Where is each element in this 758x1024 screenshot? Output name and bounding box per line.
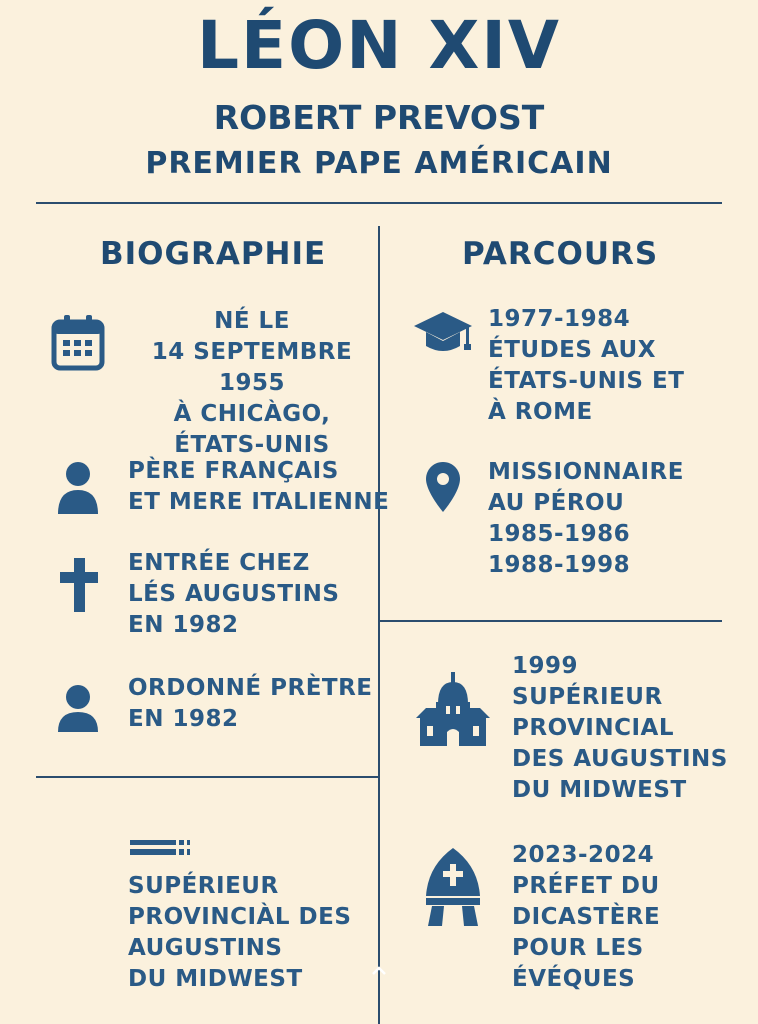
column-divider <box>378 226 380 1024</box>
left-section-divider <box>36 776 378 778</box>
bio-ordination-text: ORDONNÉ PRÈTRE EN 1982 <box>128 675 373 732</box>
parcours-prefect-text: 2023-2024 PRÉFET DU DICASTÈRE POUR LES ÉVÉQUES <box>512 842 661 992</box>
graduation-cap-icon <box>412 310 474 358</box>
page-tagline: PREMIER PAPE AMÉRICAIN <box>145 146 613 181</box>
chevron-up-icon[interactable] <box>370 962 388 980</box>
person-icon <box>56 684 100 734</box>
header-divider <box>36 202 722 204</box>
calendar-icon <box>50 314 106 372</box>
right-section-divider <box>378 620 722 622</box>
location-pin-icon <box>424 460 462 514</box>
parcours-provincial-text: 1999 SUPÉRIEUR PROVINCIAL DES AUGUSTINS DU MIDWEST <box>512 653 728 803</box>
biographie-heading: BIOGRAPHIE <box>100 236 327 272</box>
bio-parents-text: PÈRE FRANÇAIS ET MERE ITALIENNE <box>128 458 390 515</box>
parcours-missionary-text: MISSIONNAIRE AU PÉROU 1985-1986 1988-1998 <box>488 459 684 578</box>
cross-icon <box>58 556 100 614</box>
bottom-provincial-text: SUPÉRIEUR PROVINCIÀL DES AUGUSTINS DU MIDWEST <box>128 873 352 992</box>
page-title: LÉON XIV <box>197 7 561 84</box>
parcours-studies-text: 1977-1984 ÉTUDES AUX ÉTATS-UNIS ET À ROME <box>488 306 685 425</box>
mitre-icon <box>422 846 484 928</box>
person-icon <box>56 460 100 516</box>
bio-birth-text: NÉ LE 14 SEPTEMBRE 1955 À CHICÀGO, ÉTATS-UNIS <box>151 308 353 458</box>
bio-augustins-text: ENTRÉE CHEZ LÉS AUGUSTINS EN 1982 <box>128 550 340 638</box>
church-icon <box>414 672 492 748</box>
parcours-heading: PARCOURS <box>462 236 659 272</box>
books-icon <box>128 838 194 858</box>
page-subtitle: ROBERT PREVOST <box>213 98 545 137</box>
